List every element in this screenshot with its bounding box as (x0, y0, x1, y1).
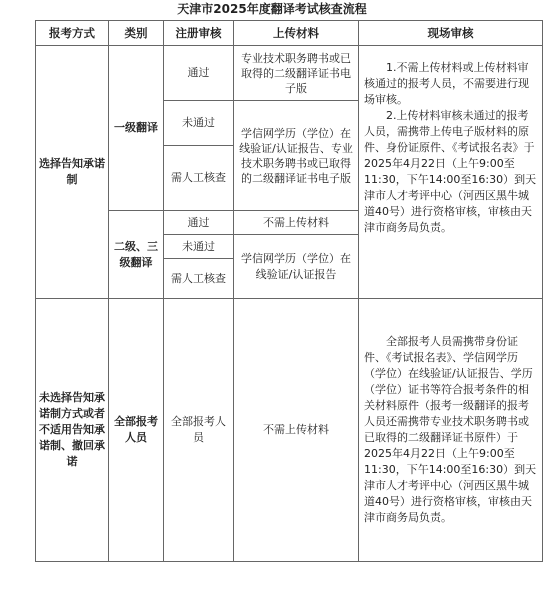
document-title: 天津市2025年度翻译考试核查流程 (177, 2, 367, 16)
material-fail-level23: 学信网学历（学位）在线验证/认证报告 (234, 235, 359, 299)
category-cell-all: 全部报考人员 (109, 299, 164, 562)
onsite-paragraph-2: 2.上传材料审核未通过的报考人员，需携带上传电子版材料的原件、身份证原件、《考试报名表》于2025年4月22日（上午9:00至11:30，下午14:00至16:30）到天津市人才考评中心（河西区黑牛城道40号）进行资格审核，审核由天津市商务局负责。 (364, 109, 537, 234)
header-reg-review: 注册审核 (164, 21, 234, 46)
table-row (36, 46, 543, 101)
review-fail-level1: 未通过 (164, 101, 234, 146)
header-onsite: 现场审核 (359, 21, 543, 46)
review-manual-level23: 需人工核查 (164, 259, 234, 299)
material-fail-level1: 学信网学历（学位）在线验证/认证报告、专业技术职务聘书或已取得的二级翻译证书电子版 (234, 101, 359, 211)
header-method: 报考方式 (36, 21, 109, 46)
header-upload: 上传材料 (234, 21, 359, 46)
category-cell-level23: 二级、三级翻译 (109, 211, 164, 299)
table-row (36, 299, 543, 562)
onsite-cell-no-commitment: 全部报考人员需携带身份证件、《考试报名表》、学信网学历（学位）在线验证/认证报告、学历（学位）证书等符合报考条件的相关材料原件（报考一级翻译的报考人员还需携带专业技术职务聘书或已取得的二级翻译证书原件）于2025年4月22日（上午9:00至11:30，下午14:00至16:30）到天津市人才考评中心（河西区黑牛城道40号）进行资格审核，审核由天津市商务局负责。 (359, 299, 543, 562)
onsite-cell-commitment (359, 46, 543, 299)
review-fail-level23: 未通过 (164, 235, 234, 259)
review-manual-level1: 需人工核查 (164, 146, 234, 211)
material-pass-level1: 专业技术职务聘书或已取得的二级翻译证书电子版 (234, 46, 359, 101)
category-cell-level1: 一级翻译 (109, 46, 164, 211)
onsite-paragraph-1: 1.不需上传材料或上传材料审核通过的报考人员，不需要进行现场审核。 (364, 61, 529, 106)
method-cell-commitment: 选择告知承诺制 (36, 46, 109, 299)
material-pass-level23: 不需上传材料 (234, 211, 359, 235)
header-row (36, 21, 543, 46)
review-cell-all: 全部报考人员 (164, 299, 234, 562)
review-process-table (35, 20, 543, 562)
header-category: 类别 (109, 21, 164, 46)
review-pass-level23: 通过 (164, 211, 234, 235)
method-cell-no-commitment: 未选择告知承诺制方式或者不适用告知承诺制、撤回承诺 (36, 299, 109, 562)
review-pass-level1: 通过 (164, 46, 234, 101)
material-cell-all: 不需上传材料 (234, 299, 359, 562)
